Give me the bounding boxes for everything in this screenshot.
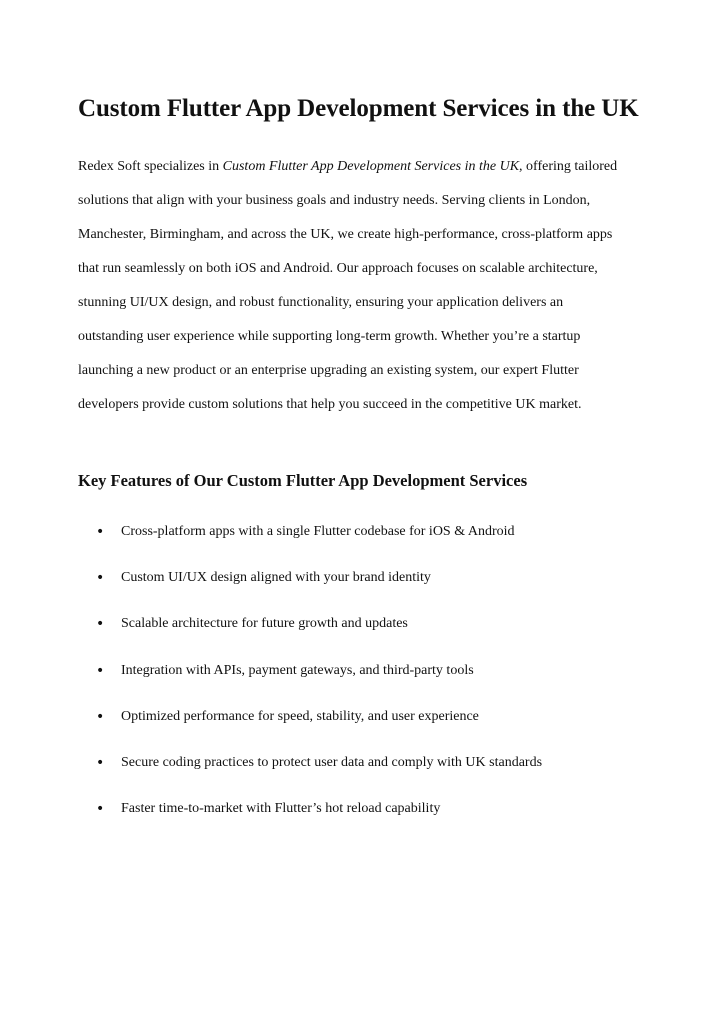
list-item — [0, 751, 640, 775]
bullet-icon: • — [96, 755, 105, 771]
list-item — [0, 797, 640, 821]
bullet-icon: • — [96, 663, 105, 679]
intro-line-7: launching a new product or an enterprise upgrading an existing system, our expert Flutter — [78, 363, 579, 378]
intro-paragraph — [78, 150, 653, 422]
feature-text: Secure coding practices to protect user data and comply with UK standards — [121, 755, 543, 770]
bullet-icon: • — [96, 524, 105, 540]
list-item — [0, 612, 640, 636]
intro-text-continued: , offering tailored — [519, 159, 618, 174]
feature-text: Faster time-to-market with Flutter’s hot reload capability — [121, 801, 441, 816]
intro-text-start: Redex Soft specializes in — [78, 159, 223, 174]
features-heading: Key Features of Our Custom Flutter App Development Services — [78, 471, 528, 490]
feature-text: Optimized performance for speed, stability, and user experience — [121, 709, 479, 724]
list-item — [0, 659, 640, 683]
intro-line-1 — [78, 150, 653, 184]
bullet-icon: • — [96, 801, 105, 817]
intro-line-4: that run seamlessly on both iOS and Android. Our approach focuses on scalable architecture, — [78, 261, 598, 276]
list-item — [0, 566, 640, 590]
intro-italic-service-name: Custom Flutter App Development Services in the UK — [222, 159, 520, 174]
feature-text: Integration with APIs, payment gateways, and third-party tools — [121, 663, 474, 678]
bullet-icon: • — [96, 570, 105, 586]
feature-text: Scalable architecture for future growth and updates — [121, 616, 408, 631]
intro-line-3: Manchester, Birmingham, and across the UK, we create high-performance, cross-platform apps — [78, 227, 613, 242]
page-title: Custom Flutter App Development Services in the UK — [78, 95, 639, 122]
list-item — [0, 705, 640, 729]
intro-line-6: outstanding user experience while supporting long-term growth. Whether you’re a startup — [78, 329, 581, 344]
bullet-icon: • — [96, 616, 105, 632]
intro-line-8: developers provide custom solutions that help you succeed in the competitive UK market. — [78, 397, 582, 412]
feature-text: Cross-platform apps with a single Flutter codebase for iOS & Android — [121, 524, 515, 539]
list-item — [0, 520, 640, 544]
bullet-icon: • — [96, 709, 105, 725]
feature-text: Custom UI/UX design aligned with your brand identity — [121, 570, 431, 585]
intro-line-5: stunning UI/UX design, and robust functionality, ensuring your application delivers an — [78, 295, 564, 310]
intro-line-2: solutions that align with your business goals and industry needs. Serving clients in London, — [78, 193, 591, 208]
